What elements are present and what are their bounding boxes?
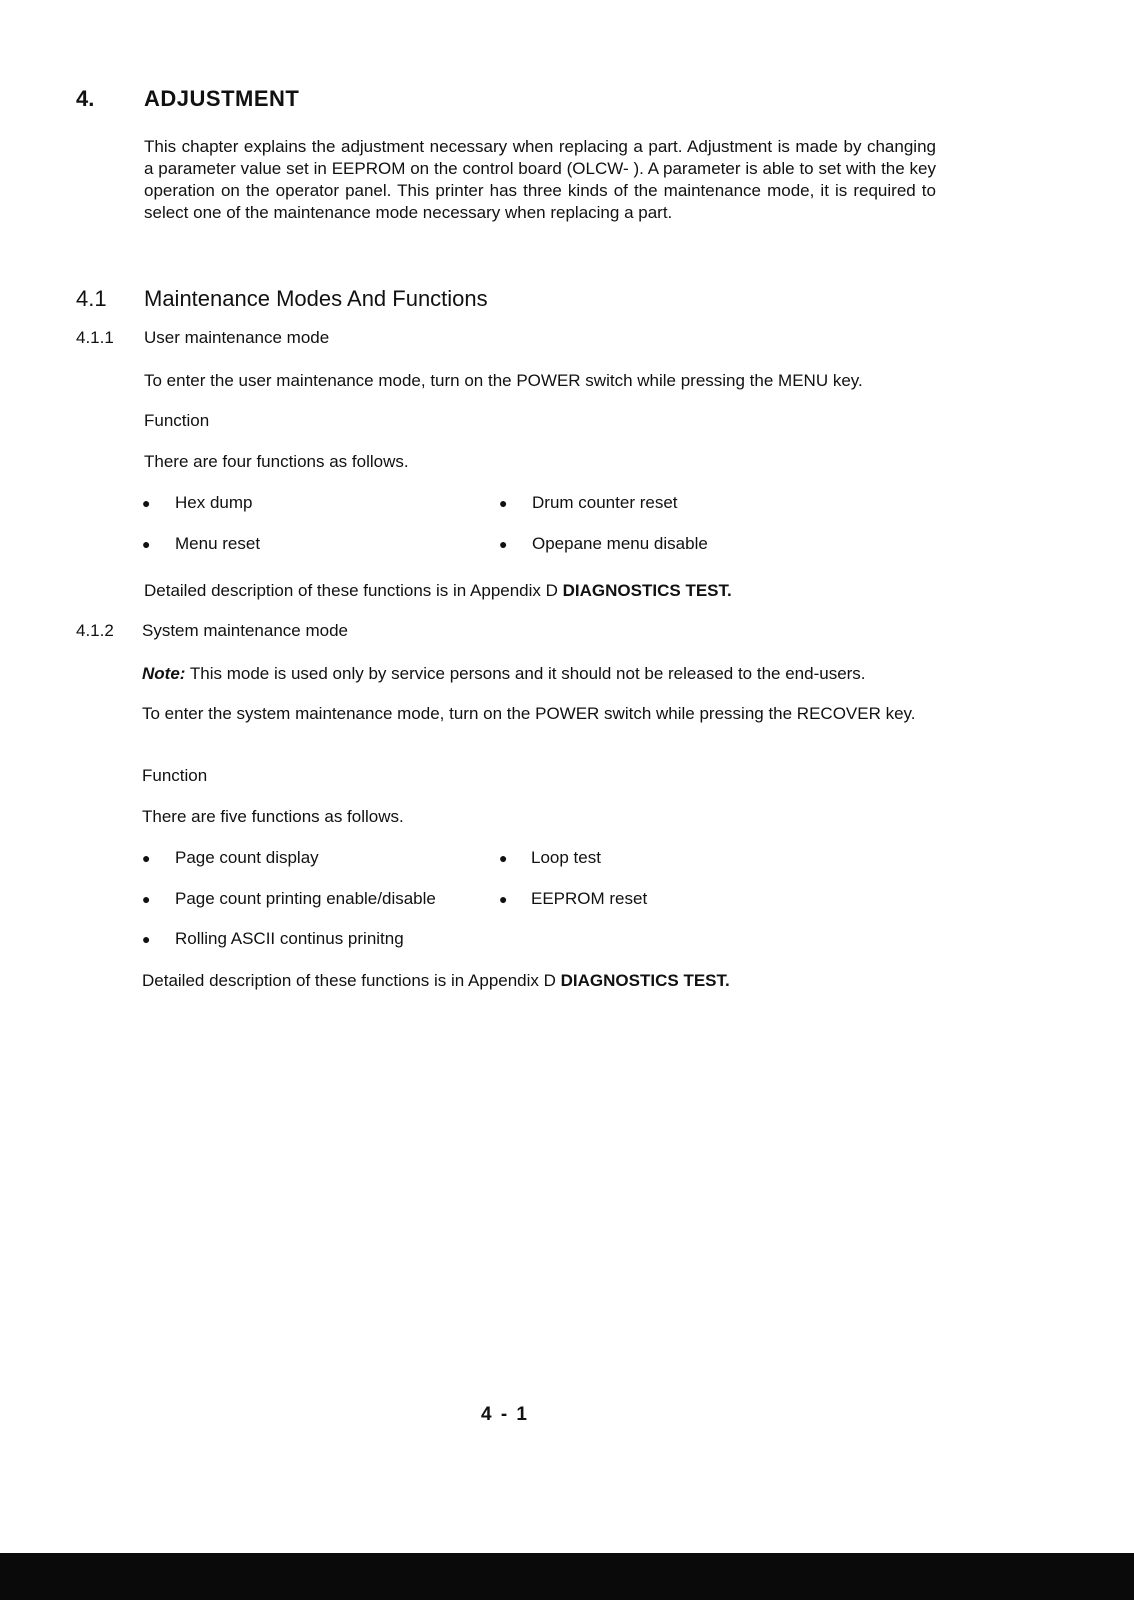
list-item-label: Hex dump (175, 493, 253, 512)
list-item (499, 534, 507, 554)
user-detail-text (144, 580, 936, 602)
list-item (499, 848, 507, 868)
list-item (142, 848, 150, 868)
bullet-icon: ● (142, 891, 151, 907)
system-functions-intro: There are five functions as follows. (142, 807, 404, 826)
bullet-icon: ● (142, 495, 151, 511)
intro-paragraph: This chapter explains the adjustment necessary when replacing a part. Adjustment is made by changing a parameter value set in EEPROM on the control board (OLCW- ). A parameter is able to set with the key operation on the operator panel. This printer has three kinds of the maintenance mode, it is required to select one of the maintenance mode necessary when replacing a part. (144, 137, 936, 222)
list-item-label: EEPROM reset (531, 889, 648, 908)
bullet-icon: ● (142, 536, 151, 552)
list-item (142, 534, 150, 554)
list-item-label: Menu reset (175, 534, 261, 553)
section-number: 4.1 (76, 286, 107, 311)
subsection-number-user: 4.1.1 (76, 328, 114, 347)
detail-text: Detailed description of these functions is in Appendix D (144, 581, 558, 600)
page-number: 4 - 1 (480, 1404, 530, 1425)
list-item-label: Rolling ASCII continus prinitng (175, 929, 404, 948)
detail-reference: DIAGNOSTICS TEST. (562, 581, 732, 600)
list-item (142, 493, 150, 513)
user-functions-intro: There are four functions as follows. (144, 452, 409, 471)
list-item-label: Loop test (531, 848, 601, 867)
list-item (499, 889, 507, 909)
system-function-heading: Function (142, 766, 208, 785)
bullet-icon: ● (499, 495, 508, 511)
list-item (499, 493, 507, 513)
bullet-icon: ● (499, 536, 508, 552)
bullet-icon: ● (499, 850, 508, 866)
bullet-icon: ● (142, 850, 151, 866)
user-function-heading: Function (144, 411, 210, 430)
system-detail-text (142, 970, 934, 992)
chapter-number: 4. (76, 86, 95, 111)
footer-bar (0, 1553, 1134, 1600)
list-item-label: Drum counter reset (532, 493, 678, 512)
list-item-label: Opepane menu disable (532, 534, 708, 553)
bullet-icon: ● (499, 891, 508, 907)
note-text: This mode is used only by service persons and it should not be released to the end-users. (189, 664, 866, 683)
detail-reference: DIAGNOSTICS TEST. (560, 971, 730, 990)
list-item (142, 929, 150, 949)
system-enter-text: To enter the system maintenance mode, turn on the POWER switch while pressing the RECOVER key. (142, 704, 916, 723)
list-item-label: Page count printing enable/disable (175, 889, 436, 908)
note-label: Note: (142, 664, 186, 683)
system-note (142, 663, 934, 685)
subsection-number-system: 4.1.2 (76, 621, 114, 640)
subsection-title-system: System maintenance mode (142, 621, 348, 640)
section-title: Maintenance Modes And Functions (144, 286, 488, 311)
detail-text: Detailed description of these functions is in Appendix D (142, 971, 556, 990)
user-enter-text: To enter the user maintenance mode, turn on the POWER switch while pressing the MENU key. (144, 371, 863, 390)
subsection-title-user: User maintenance mode (144, 328, 330, 347)
list-item (142, 889, 150, 909)
chapter-title: ADJUSTMENT (144, 86, 300, 111)
bullet-icon: ● (142, 931, 151, 947)
list-item-label: Page count display (175, 848, 319, 867)
